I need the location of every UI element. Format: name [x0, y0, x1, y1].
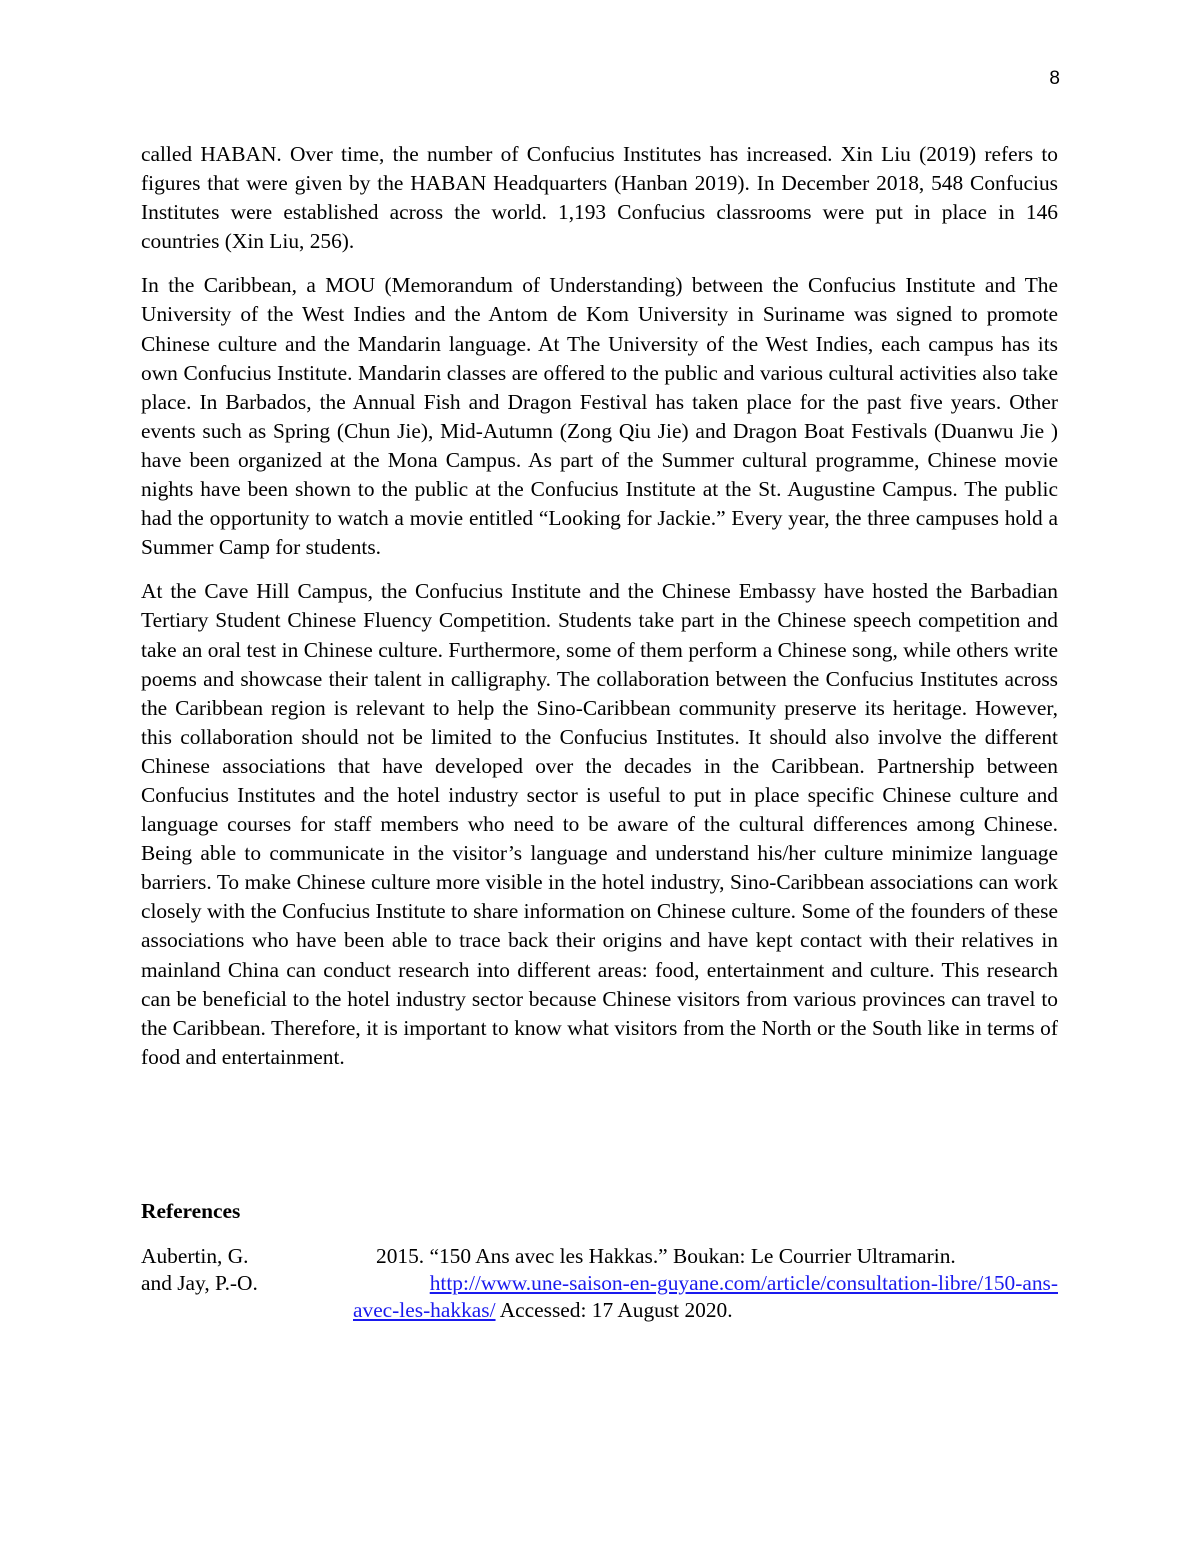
paragraph: called HABAN. Over time, the number of Confucius Institutes has increased. Xin Liu (2019) refers to figures that were given by the HABAN Headquarters (Hanban 2019). In December 2018, 548 Confucius Institutes were established across the world. 1,193 Confucius classrooms were put in place in 146 countries (Xin Liu, 256). [141, 142, 1058, 254]
reference-authors [141, 1243, 321, 1297]
reference-url-link[interactable]: http://www.une-saison-en-guyane.com/article/consultation-libre/150-ans- [429, 1271, 1058, 1295]
reference-url-link-continued[interactable]: avec-les-hakkas/ [353, 1298, 496, 1322]
reference-url-line [353, 1297, 1058, 1324]
page-number: 8 [1049, 68, 1060, 89]
reference-entry [141, 1243, 1061, 1333]
body-text [141, 140, 1058, 1087]
references-heading: References [141, 1199, 241, 1223]
reference-accessed: Accessed: 17 August 2020. [495, 1298, 733, 1322]
references-section [141, 1196, 1061, 1333]
reference-author-line: and Jay, P.-O. [141, 1271, 258, 1295]
paragraph: At the Cave Hill Campus, the Confucius Institute and the Chinese Embassy have hosted the Barbadian Tertiary Student Chinese Fluency Competition. Students take part in the Chinese speech competition and take an oral test in Chinese culture. Furthermore, some of them perform a Chinese song, while others write poems and showcase their talent in calligraphy. The collaboration between the Confucius Institutes across the Caribbean region is relevant to help the Sino-Caribbean community preserve its heritage. However, this collaboration should not be limited to the Confucius Institutes. It should also involve the different Chinese associations that have developed over the decades in the Caribbean. Partnership between Confucius Institutes and the hotel industry sector is useful to put in place specific Chinese culture and language courses for staff members who need to be aware of the cultural differences among Chinese. Being able to communicate in the visitor’s language and understand his/her culture minimize language barriers. To make Chinese culture more visible in the hotel industry, Sino-Caribbean associations can work closely with the Confucius Institute to share information on Chinese culture. Some of the founders of these associations who have been able to trace back their origins and have kept contact with their relatives in mainland China can conduct research into different areas: food, entertainment and culture. This research can be beneficial to the hotel industry sector because Chinese visitors from various provinces can travel to the Caribbean. Therefore, it is important to know what visitors from the North or the South like in terms of food and entertainment. [141, 579, 1058, 1069]
paragraph: In the Caribbean, a MOU (Memorandum of Understanding) between the Confucius Institute and The University of the West Indies and the Antom de Kom University in Suriname was signed to promote Chinese culture and the Mandarin language. At The University of the West Indies, each campus has its own Confucius Institute. Mandarin classes are offered to the public and various cultural activities also take place. In Barbados, the Annual Fish and Dragon Festival has taken place for the past five years. Other events such as Spring (Chun Jie), Mid-Autumn (Zong Qiu Jie) and Dragon Boat Festivals (Duanwu Jie ) have been organized at the Mona Campus. As part of the Summer cultural programme, Chinese movie nights have been shown to the public at the Confucius Institute at the St. Augustine Campus. The public had the opportunity to watch a movie entitled “Looking for Jackie.” Every year, the three campuses hold a Summer Camp for students. [141, 273, 1058, 560]
reference-citation: 2015. “150 Ans avec les Hakkas.” Boukan: Le Courrier Ultramarin. [376, 1244, 956, 1268]
reference-author-line: Aubertin, G. [141, 1244, 249, 1268]
reference-body [353, 1243, 1058, 1324]
